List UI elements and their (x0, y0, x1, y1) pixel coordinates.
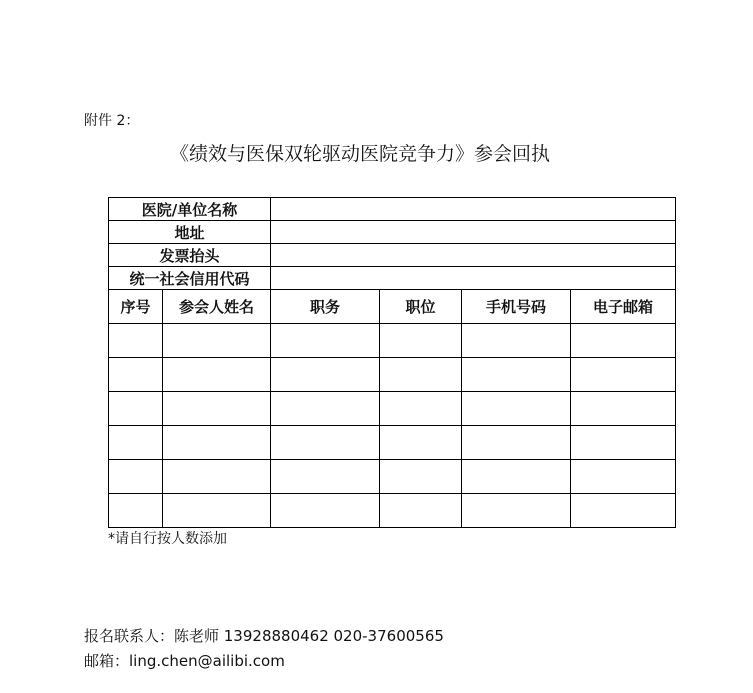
cell-email[interactable] (571, 426, 676, 460)
info-row-hospital (109, 198, 676, 221)
cell-email[interactable] (571, 392, 676, 426)
footnote: *请自行按人数添加 (108, 531, 227, 547)
cell-duty[interactable] (271, 392, 380, 426)
header-duty: 职务 (271, 290, 380, 324)
hospital-name-label: 医院/单位名称 (109, 198, 271, 221)
attachment-label: 附件 2： (84, 113, 140, 129)
hospital-name-field[interactable] (271, 198, 676, 221)
cell-attendee-name[interactable] (163, 426, 271, 460)
cell-duty[interactable] (271, 324, 380, 358)
header-mobile: 手机号码 (462, 290, 571, 324)
cell-mobile[interactable] (462, 392, 571, 426)
cell-attendee-name[interactable] (163, 392, 271, 426)
cell-position[interactable] (380, 392, 462, 426)
email-line: 邮箱：ling.chen@ailibi.com (84, 652, 285, 670)
cell-duty[interactable] (271, 358, 380, 392)
address-field[interactable] (271, 221, 676, 244)
cell-serial[interactable] (109, 460, 163, 494)
cell-position[interactable] (380, 324, 462, 358)
page-title: 《绩效与医保双轮驱动医院竞争力》参会回执 (170, 143, 551, 165)
cell-serial[interactable] (109, 324, 163, 358)
header-attendee-name: 参会人姓名 (163, 290, 271, 324)
cell-email[interactable] (571, 324, 676, 358)
cell-email[interactable] (571, 358, 676, 392)
credit-code-label: 统一社会信用代码 (109, 267, 271, 290)
info-row-invoice (109, 244, 676, 267)
cell-mobile[interactable] (462, 426, 571, 460)
cell-attendee-name[interactable] (163, 460, 271, 494)
address-label: 地址 (109, 221, 271, 244)
cell-mobile[interactable] (462, 494, 571, 528)
credit-code-field[interactable] (271, 267, 676, 290)
cell-serial[interactable] (109, 392, 163, 426)
table-row (109, 426, 676, 460)
cell-duty[interactable] (271, 460, 380, 494)
cell-duty[interactable] (271, 494, 380, 528)
table-row (109, 460, 676, 494)
cell-position[interactable] (380, 358, 462, 392)
cell-serial[interactable] (109, 358, 163, 392)
attendee-header-row (109, 290, 676, 324)
header-serial: 序号 (109, 290, 163, 324)
cell-attendee-name[interactable] (163, 358, 271, 392)
cell-mobile[interactable] (462, 358, 571, 392)
cell-attendee-name[interactable] (163, 324, 271, 358)
cell-duty[interactable] (271, 426, 380, 460)
table-row (109, 358, 676, 392)
cell-email[interactable] (571, 494, 676, 528)
table-row (109, 392, 676, 426)
cell-mobile[interactable] (462, 460, 571, 494)
table-row (109, 324, 676, 358)
cell-position[interactable] (380, 460, 462, 494)
header-position: 职位 (380, 290, 462, 324)
registration-form-table (108, 197, 676, 528)
cell-mobile[interactable] (462, 324, 571, 358)
cell-position[interactable] (380, 494, 462, 528)
invoice-title-label: 发票抬头 (109, 244, 271, 267)
cell-serial[interactable] (109, 494, 163, 528)
cell-attendee-name[interactable] (163, 494, 271, 528)
header-email: 电子邮箱 (571, 290, 676, 324)
invoice-title-field[interactable] (271, 244, 676, 267)
cell-serial[interactable] (109, 426, 163, 460)
info-row-credit-code (109, 267, 676, 290)
cell-email[interactable] (571, 460, 676, 494)
contact-line: 报名联系人：陈老师 13928880462 020-37600565 (84, 627, 444, 645)
table-row (109, 494, 676, 528)
cell-position[interactable] (380, 426, 462, 460)
info-row-address (109, 221, 676, 244)
